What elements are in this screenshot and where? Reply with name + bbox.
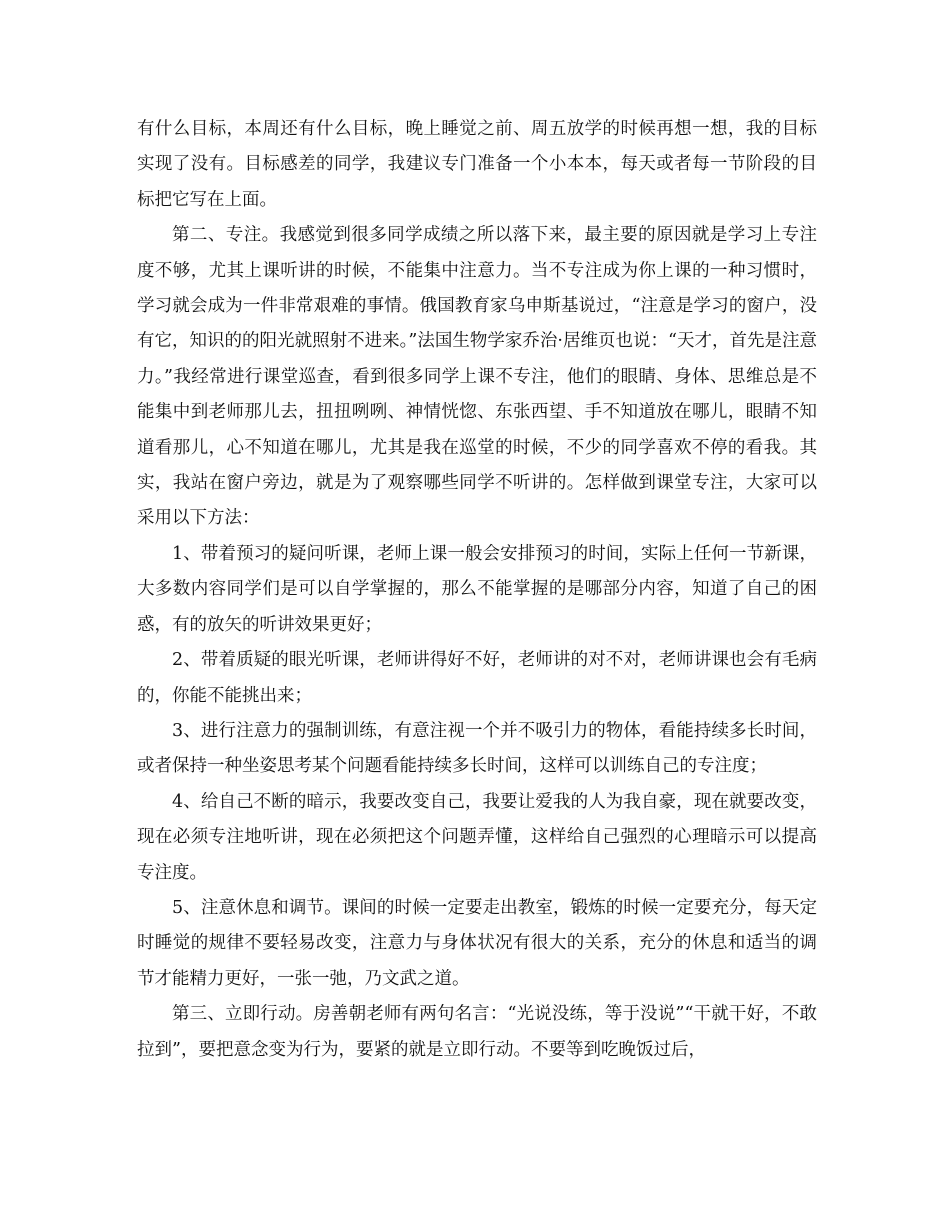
paragraph-method-2: 2、带着质疑的眼光听课，老师讲得好不好，老师讲的对不对，老师讲课也会有毛病的，你能不能挑出来； [137,650,817,706]
paragraph-method-5: 5、注意休息和调节。课间的时候一定要走出教室，锻炼的时候一定要充分，每天定时睡觉的规律不要轻易改变，注意力与身体状况有很大的关系，充分的休息和适当的调节才能精力更好，一张一弛，乃文武之道。 [137,897,817,989]
paragraph-method-1: 1、带着预习的疑问听课，老师上课一般会安排预习的时间，实际上任何一节新课，大多数内容同学们是可以自学掌握的，那么不能掌握的是哪部分内容，知道了自己的困惑，有的放矢的听讲效果更好； [137,543,817,635]
paragraph-method-3: 3、进行注意力的强制训练，有意注视一个并不吸引力的物体，看能持续多长时间，或者保持一种坐姿思考某个问题看能持续多长时间，这样可以训练自己的专注度； [137,720,817,777]
paragraph-goals-continued: 有什么目标，本周还有什么目标，晚上睡觉之前、周五放学的时候再想一想，我的目标实现了没有。目标感差的同学，我建议专门准备一个小本本，每天或者每一节阶段的目标把它写在上面。 [137,119,817,210]
paragraph-act-now: 第三、立即行动。房善朝老师有两句名言：“光说没练，等于没说”“干就干好，不敢拉到”，要把意念变为行为，要紧的就是立即行动。不要等到吃晚饭过后， [137,1004,817,1060]
paragraph-focus: 第二、专注。我感觉到很多同学成绩之所以落下来，最主要的原因就是学习上专注度不够，尤其上课听讲的时候，不能集中注意力。当不专注成为你上课的一种习惯时，学习就会成为一件非常艰难的事情。俄国教育家乌申斯基说过，“注意是学习的窗户，没有它，知识的的阳光就照射不进来。”法国生物学家乔治·居维页也说：“天才，首先是注意力。”我经常进行课堂巡查，看到很多同学上课不专注，他们的眼睛、身体、思维总是不能集中到老师那儿去，扭扭咧咧、神情恍惚、东张西望、手不知道放在哪儿，眼睛不知道看那儿，心不知道在哪儿，尤其是我在巡堂的时候，不少的同学喜欢不停的看我。其实，我站在窗户旁边，就是为了观察哪些同学不听讲的。怎样做到课堂专注，大家可以采用以下方法： [137,225,817,529]
document-body [137,112,817,1068]
paragraph-method-4: 4、给自己不断的暗示，我要改变自己，我要让爱我的人为我自豪，现在就要改变，现在必须专注地听讲，现在必须把这个问题弄懂，这样给自己强烈的心理暗示可以提高专注度。 [137,791,817,883]
